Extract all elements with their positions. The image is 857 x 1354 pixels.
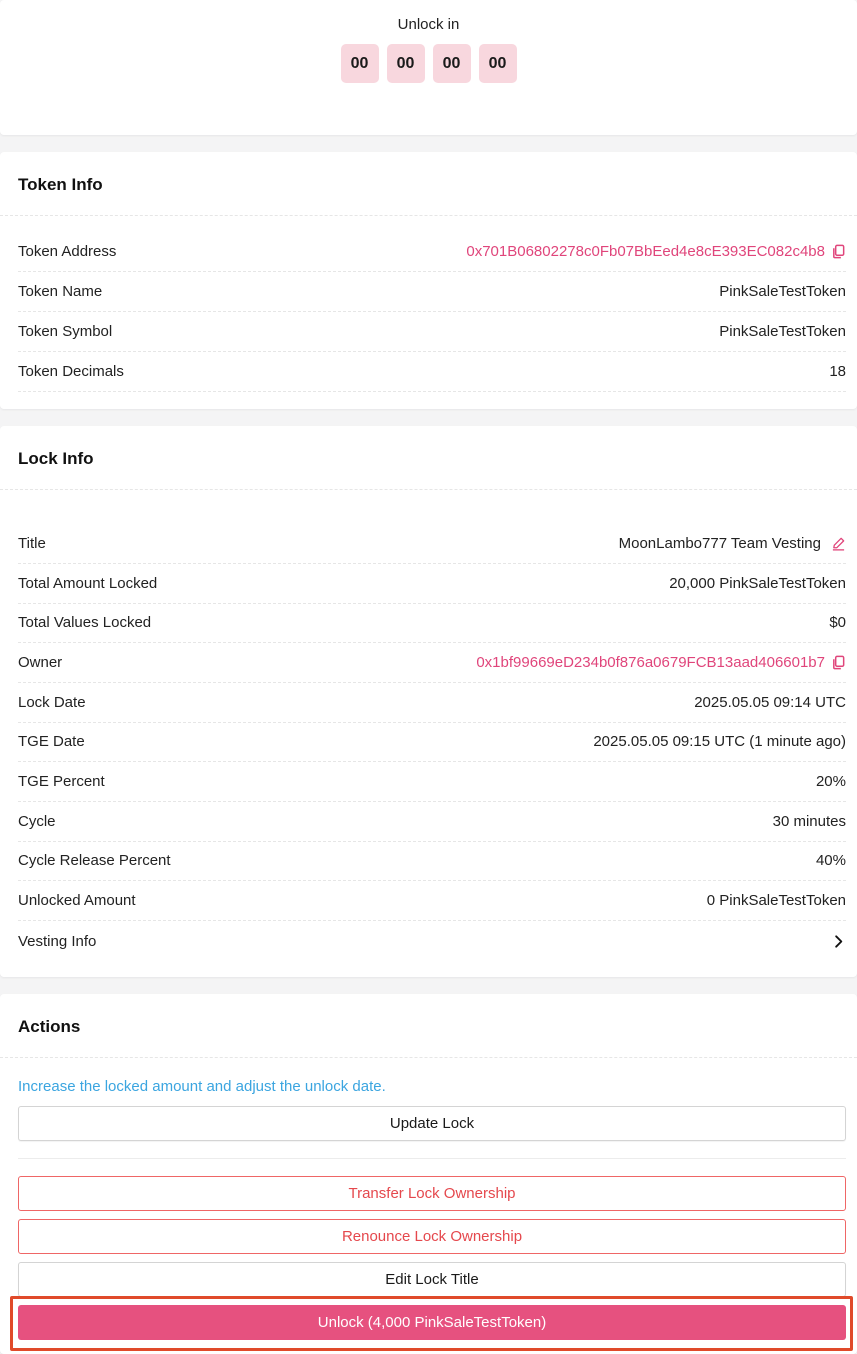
token-symbol-value: PinkSaleTestToken (719, 323, 846, 340)
token-address-link[interactable]: 0x701B06802278c0Fb07BbEed4e8cE393EC082c4b8 (466, 243, 825, 260)
lock-date-row (18, 683, 846, 723)
vesting-info-row[interactable] (18, 921, 846, 961)
token-address-value[interactable] (466, 243, 846, 260)
lock-info-card (0, 426, 857, 977)
token-decimals-value: 18 (829, 363, 846, 380)
unlock-button[interactable]: Unlock (4,000 PinkSaleTestToken) (18, 1305, 846, 1340)
row-label: Cycle Release Percent (18, 852, 171, 869)
unlocked-amount-row (18, 881, 846, 921)
row-label: TGE Date (18, 733, 85, 750)
token-name-value: PinkSaleTestToken (719, 283, 846, 300)
update-lock-button[interactable]: Update Lock (18, 1106, 846, 1141)
token-decimals-row (18, 352, 846, 392)
cycle-release-percent-row (18, 841, 846, 881)
row-label: Token Name (18, 283, 103, 300)
owner-address-link[interactable]: 0x1bf99669eD234b0f876a0679FCB13aad406601b7 (476, 654, 825, 671)
lock-info-title: Lock Info (18, 449, 94, 468)
actions-card (0, 994, 857, 1354)
lock-title-text: MoonLambo777 Team Vesting (618, 535, 821, 552)
tge-date-value: 2025.05.05 09:15 UTC (1 minute ago) (593, 733, 846, 750)
edit-pencil-icon[interactable] (831, 536, 846, 551)
token-address-row (18, 232, 846, 272)
divider (0, 215, 857, 216)
row-label: Token Decimals (18, 363, 124, 380)
unlocked-amount-value: 0 PinkSaleTestToken (706, 892, 846, 909)
renounce-lock-ownership-button[interactable]: Renounce Lock Ownership (18, 1219, 846, 1254)
cycle-value: 30 minutes (772, 813, 846, 830)
divider (0, 489, 857, 490)
countdown-boxes (0, 44, 857, 83)
row-label: TGE Percent (18, 773, 105, 790)
row-label: Total Values Locked (18, 614, 152, 631)
owner-row (18, 643, 846, 683)
total-values-locked-value: $0 (829, 614, 846, 631)
countdown-days: 00 (341, 44, 379, 83)
update-lock-hint: Increase the locked amount and adjust the unlock date. (18, 1078, 386, 1095)
token-name-row (18, 272, 846, 312)
divider (0, 1057, 857, 1058)
tge-date-row (18, 722, 846, 762)
lock-title-row (18, 524, 846, 564)
countdown-seconds: 00 (479, 44, 517, 83)
row-label: Cycle (18, 813, 56, 830)
token-info-title: Token Info (18, 175, 103, 194)
cycle-row (18, 802, 846, 842)
token-symbol-row (18, 312, 846, 352)
divider (18, 1158, 846, 1159)
owner-value[interactable] (476, 654, 846, 671)
countdown-card (0, 0, 857, 135)
total-amount-locked-row (18, 564, 846, 604)
tge-percent-value: 20% (815, 773, 846, 790)
row-label: Lock Date (18, 694, 86, 711)
copy-icon[interactable] (831, 244, 846, 259)
transfer-lock-ownership-button[interactable]: Transfer Lock Ownership (18, 1176, 846, 1211)
row-label: Vesting Info (18, 932, 97, 950)
total-amount-locked-value: 20,000 PinkSaleTestToken (669, 575, 846, 592)
row-label: Title (18, 535, 46, 552)
copy-icon[interactable] (831, 655, 846, 670)
cycle-release-percent-value: 40% (815, 852, 846, 869)
total-values-locked-row (18, 603, 846, 643)
lock-title-value (619, 535, 846, 552)
lock-date-value: 2025.05.05 09:14 UTC (694, 694, 846, 711)
row-label: Owner (18, 654, 63, 671)
countdown-hours: 00 (387, 44, 425, 83)
token-info-card (0, 152, 857, 409)
row-label: Unlocked Amount (18, 892, 136, 909)
edit-lock-title-button[interactable]: Edit Lock Title (18, 1262, 846, 1297)
chevron-right-icon[interactable] (831, 934, 846, 949)
actions-title: Actions (18, 1017, 81, 1036)
row-label: Token Address (18, 243, 117, 260)
countdown-minutes: 00 (433, 44, 471, 83)
tge-percent-row (18, 762, 846, 802)
row-label: Total Amount Locked (18, 575, 158, 592)
countdown-label: Unlock in (397, 16, 460, 33)
row-label: Token Symbol (18, 323, 113, 340)
